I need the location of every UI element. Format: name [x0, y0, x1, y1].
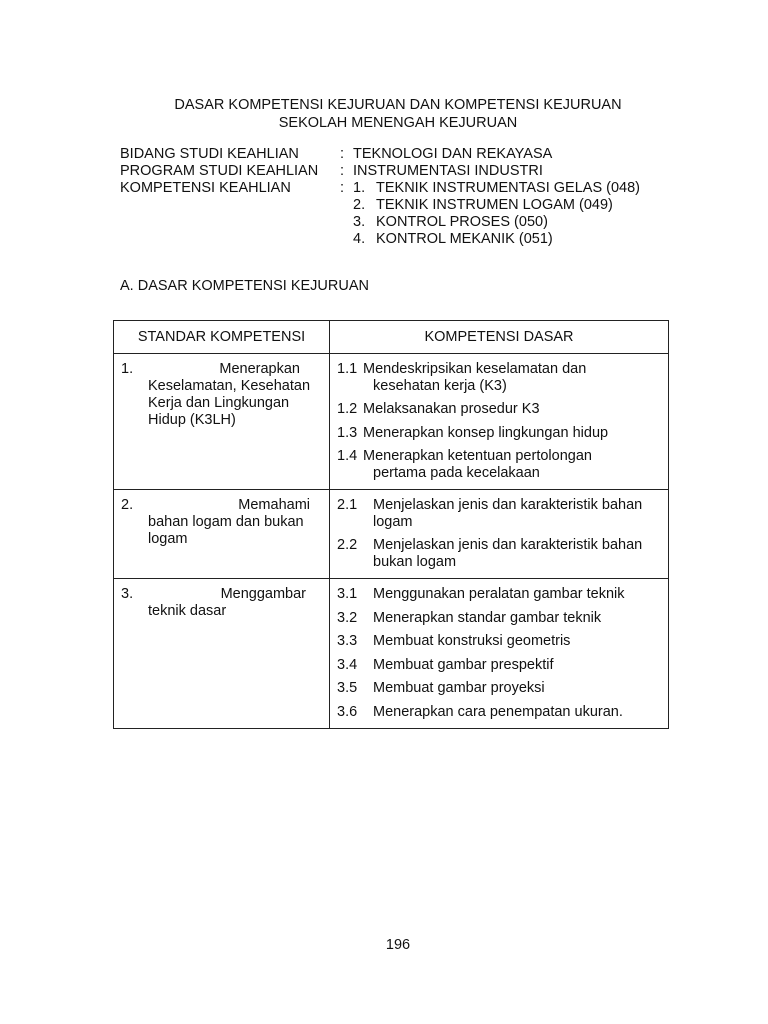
header-dasar: KOMPETENSI DASAR: [330, 321, 669, 354]
standar-cell: 1. Menerapkan Keselamatan, Kesehatan Kerja dan Lingkungan Hidup (K3LH): [114, 354, 330, 490]
list-item: 3.3 Membuat konstruksi geometris: [337, 633, 571, 649]
colon: :: [340, 180, 345, 196]
program-info: [120, 146, 640, 248]
list-item: 3.6 Menerapkan cara penempatan ukuran.: [337, 703, 623, 720]
bidang-value: TEKNOLOGI DAN REKAYASA: [353, 146, 553, 162]
list-item: 2.1 Menjelaskan jenis dan karakteristik bahan logam: [337, 497, 643, 530]
colon: :: [340, 163, 345, 179]
list-item: 3.1 Menggunakan peralatan gambar teknik: [337, 586, 625, 602]
table-row: [114, 490, 669, 579]
program-value: INSTRUMENTASI INDUSTRI: [353, 163, 543, 179]
standar-cell: 3. Menggambar teknik dasar: [114, 579, 330, 729]
list-item: 2. TEKNIK INSTRUMEN LOGAM (049): [353, 197, 613, 213]
page-number: 196: [385, 937, 411, 953]
list-item: 3.4 Membuat gambar prespektif: [337, 656, 554, 673]
kompetensi-row: [120, 180, 640, 248]
dasar-cell: [330, 354, 669, 490]
title-line-2: SEKOLAH MENENGAH KEJURUAN: [278, 115, 518, 131]
program-label: PROGRAM STUDI KEAHLIAN: [120, 163, 319, 179]
table-row: [114, 354, 669, 490]
kompetensi-list: [353, 180, 640, 248]
title-line-1: DASAR KOMPETENSI KEJURUAN DAN KOMPETENSI KEJURUAN: [174, 97, 622, 113]
list-item: 1.1 Mendeskripsikan keselamatan dan kesehatan kerja (K3): [337, 361, 587, 394]
list-item: 4. KONTROL MEKANIK (051): [353, 231, 553, 247]
competency-table: [113, 320, 669, 729]
list-item: 1.4 Menerapkan ketentuan pertolongan pertama pada kecelakaan: [337, 448, 592, 481]
dasar-cell: [330, 490, 669, 579]
header-standar: STANDAR KOMPETENSI: [114, 321, 330, 354]
table-row: [114, 579, 669, 729]
colon: :: [340, 146, 345, 162]
list-item: 1.3 Menerapkan konsep lingkungan hidup: [337, 424, 609, 441]
dasar-cell: [330, 579, 669, 729]
bidang-row: [120, 146, 640, 163]
kompetensi-label: KOMPETENSI KEAHLIAN: [120, 180, 291, 196]
standar-cell: 2. Memahami bahan logam dan bukan logam: [114, 490, 330, 579]
list-item: 3. KONTROL PROSES (050): [353, 214, 548, 230]
list-item: 2.2 Menjelaskan jenis dan karakteristik bahan bukan logam: [337, 537, 643, 570]
list-item: 3.5 Membuat gambar proyeksi: [337, 680, 545, 696]
section-heading: A. DASAR KOMPETENSI KEJURUAN: [120, 278, 369, 294]
list-item: 1.2 Melaksanakan prosedur K3: [337, 401, 540, 417]
bidang-label: BIDANG STUDI KEAHLIAN: [120, 146, 299, 162]
table-header-row: [114, 321, 669, 354]
list-item: 3.2 Menerapkan standar gambar teknik: [337, 609, 602, 626]
list-item: 1. TEKNIK INSTRUMENTASI GELAS (048): [353, 180, 641, 196]
program-row: [120, 163, 640, 180]
